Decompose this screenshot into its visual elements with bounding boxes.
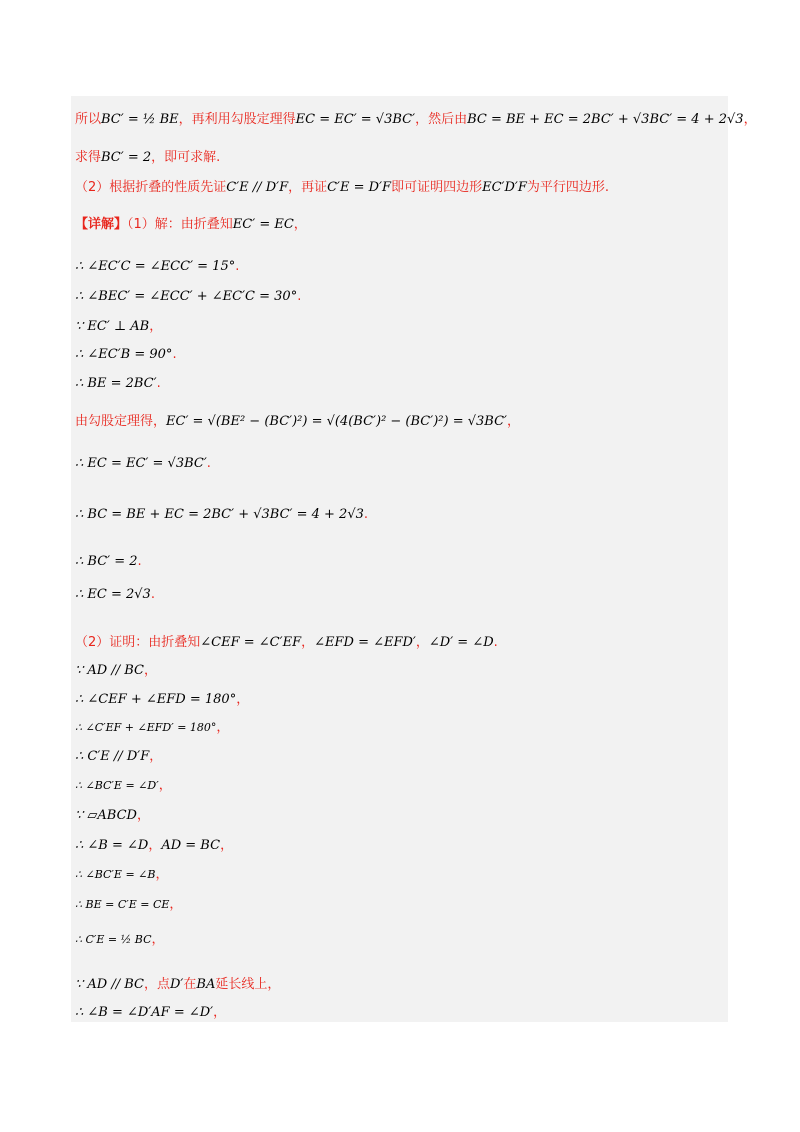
math-expression: AD = BC bbox=[161, 838, 221, 853]
solution-line bbox=[75, 806, 150, 826]
text-segment: . bbox=[150, 587, 155, 602]
math-expression: ∴ ∠CEF + ∠EFD = 180° bbox=[75, 692, 237, 707]
math-expression: D′ bbox=[170, 977, 184, 992]
math-expression: ∠D′ = ∠D bbox=[428, 635, 494, 650]
text-segment: ， bbox=[151, 932, 165, 947]
solution-line bbox=[75, 257, 239, 277]
solution-line bbox=[75, 718, 229, 738]
text-segment: ， bbox=[236, 692, 250, 707]
text-segment: ， bbox=[149, 319, 163, 334]
math-expression: EC′ = √(BE² − (BC′)²) = √(4(BC′)² − (BC′)²) = √3BC′ bbox=[166, 414, 507, 429]
math-expression: ∴ ∠EC′C = ∠ECC′ = 15° bbox=[75, 259, 236, 274]
math-expression: C′E = D′F bbox=[327, 180, 392, 195]
text-segment: . bbox=[156, 376, 161, 391]
text-segment: . bbox=[235, 259, 240, 274]
text-segment: . bbox=[297, 289, 302, 304]
solution-line bbox=[75, 836, 233, 856]
math-expression: ∴ ∠B = ∠D′AF = ∠D′ bbox=[75, 1005, 214, 1020]
solution-line bbox=[75, 1003, 226, 1023]
solution-line bbox=[75, 215, 307, 235]
math-expression: C′E // D′F bbox=[226, 180, 289, 195]
text-segment: 在 bbox=[183, 977, 197, 992]
text-segment: ，然后由 bbox=[415, 112, 468, 127]
text-segment: ，点 bbox=[143, 977, 170, 992]
math-expression: BC′ = ½ BE bbox=[101, 112, 179, 127]
math-expression: ∴ ∠BC′E = ∠D′ bbox=[75, 779, 159, 792]
math-expression: ∠EFD = ∠EFD′ bbox=[314, 635, 416, 650]
text-segment: ，再证 bbox=[288, 180, 328, 195]
solution-line bbox=[75, 317, 162, 337]
solution-line bbox=[75, 776, 172, 796]
math-expression: ∴ BE = C′E = CE bbox=[75, 898, 170, 911]
solution-line bbox=[75, 895, 182, 915]
math-expression: ∴ BE = 2BC′ bbox=[75, 376, 157, 391]
text-segment: 为平行四边形. bbox=[526, 180, 610, 195]
text-segment: （2）证明：由折叠知 bbox=[75, 635, 201, 650]
text-segment: 所以 bbox=[75, 112, 102, 127]
text-segment: ， bbox=[148, 838, 162, 853]
solution-line bbox=[75, 585, 155, 605]
solution-line bbox=[75, 454, 211, 474]
solution-line bbox=[75, 148, 220, 168]
text-segment: ， bbox=[743, 112, 757, 127]
math-expression: ∴ BC = BE + EC = 2BC′ + √3BC′ = 4 + 2√3 bbox=[75, 507, 364, 522]
text-segment: 求得 bbox=[75, 150, 102, 165]
solution-line bbox=[75, 110, 757, 130]
text-segment: . bbox=[493, 635, 498, 650]
solution-line bbox=[75, 552, 142, 572]
text-segment: （1）解：由折叠知 bbox=[127, 217, 233, 232]
text-segment: ， bbox=[216, 720, 230, 735]
text-segment: . bbox=[172, 347, 177, 362]
math-expression: BC = BE + EC = 2BC′ + √3BC′ = 4 + 2√3 bbox=[467, 112, 744, 127]
solution-line bbox=[75, 287, 301, 307]
text-segment: 由勾股定理得， bbox=[75, 414, 167, 429]
text-segment: ， bbox=[293, 217, 307, 232]
text-segment: ， bbox=[143, 663, 157, 678]
text-segment: ， bbox=[155, 867, 169, 882]
solution-line bbox=[75, 661, 157, 681]
text-segment: ，再利用勾股定理得 bbox=[178, 112, 296, 127]
math-expression: ∴ ∠BEC′ = ∠ECC′ + ∠EC′C = 30° bbox=[75, 289, 298, 304]
math-expression: BC′ = 2 bbox=[101, 150, 152, 165]
text-segment: 延长线上， bbox=[215, 977, 281, 992]
text-segment: . bbox=[137, 554, 142, 569]
math-expression: ∴ ∠B = ∠D bbox=[75, 838, 149, 853]
solution-line bbox=[75, 930, 165, 950]
solution-line bbox=[75, 505, 368, 525]
solution-line bbox=[75, 747, 162, 767]
math-expression: EC′ = EC bbox=[232, 217, 294, 232]
math-expression: ∴ ∠BC′E = ∠B bbox=[75, 868, 156, 881]
text-segment: ， bbox=[506, 414, 520, 429]
text-segment: ， bbox=[213, 1005, 227, 1020]
math-expression: ∠CEF = ∠C′EF bbox=[200, 635, 302, 650]
math-expression: ∴ EC = 2√3 bbox=[75, 587, 151, 602]
solution-line bbox=[75, 865, 168, 885]
text-segment: ， bbox=[158, 778, 172, 793]
math-expression: EC = EC′ = √3BC′ bbox=[295, 112, 416, 127]
solution-line bbox=[75, 374, 161, 394]
text-segment: ， bbox=[415, 635, 429, 650]
text-segment: 【详解】 bbox=[75, 217, 128, 232]
math-expression: ∵ AD // BC bbox=[75, 977, 144, 992]
math-expression: ∴ ∠C′EF + ∠EFD′ = 180° bbox=[75, 721, 217, 734]
text-segment: ， bbox=[149, 749, 163, 764]
solution-line bbox=[75, 345, 177, 365]
math-expression: ∴ BC′ = 2 bbox=[75, 554, 138, 569]
math-expression: ∴ EC = EC′ = √3BC′ bbox=[75, 456, 207, 471]
math-expression: ∴ C′E // D′F bbox=[75, 749, 150, 764]
text-segment: ， bbox=[169, 897, 183, 912]
solution-line bbox=[75, 633, 498, 653]
solution-line bbox=[75, 690, 249, 710]
math-expression: ∴ ∠EC′B = 90° bbox=[75, 347, 173, 362]
text-segment: ， bbox=[136, 808, 150, 823]
text-segment: ， bbox=[220, 838, 234, 853]
math-expression: ∵ AD // BC bbox=[75, 663, 144, 678]
text-segment: . bbox=[363, 507, 369, 522]
math-expression: BA bbox=[196, 977, 216, 992]
text-segment: . bbox=[206, 456, 211, 471]
text-segment: 即可证明四边形 bbox=[391, 180, 483, 195]
math-expression: ∴ C′E = ½ BC bbox=[75, 933, 152, 946]
solution-line bbox=[75, 412, 520, 432]
math-expression: ∵ ▱ABCD bbox=[75, 808, 137, 823]
math-expression: ∵ EC′ ⊥ AB bbox=[75, 319, 150, 334]
math-expression: EC′D′F bbox=[482, 180, 527, 195]
solution-line bbox=[75, 975, 280, 995]
text-segment: （2）根据折叠的性质先证 bbox=[75, 180, 227, 195]
text-segment: ， bbox=[301, 635, 315, 650]
text-segment: ，即可求解. bbox=[151, 150, 221, 165]
solution-line bbox=[75, 178, 609, 198]
